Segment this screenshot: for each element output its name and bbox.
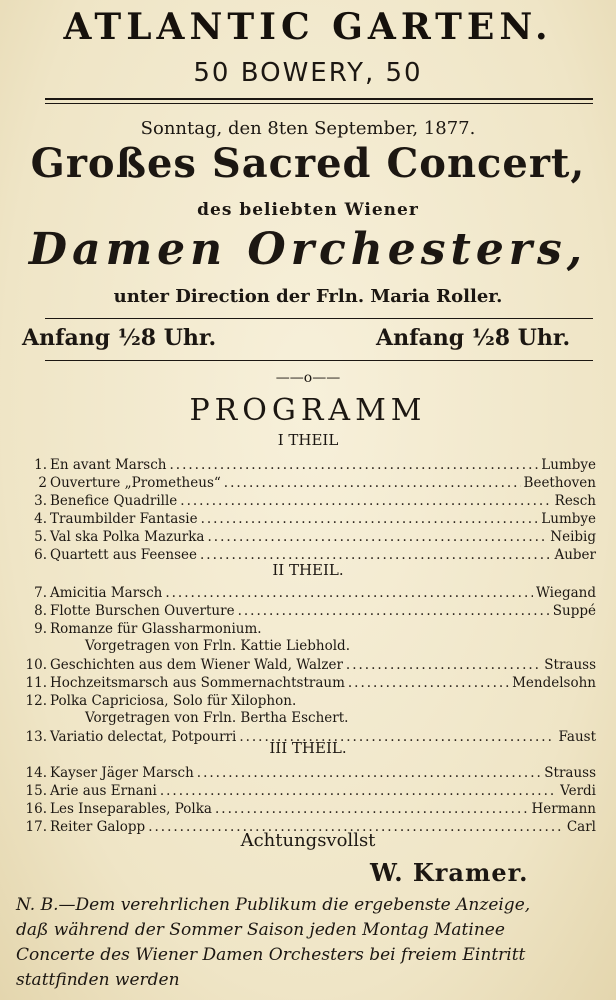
- section-heading-2: II THEIL.: [272, 561, 344, 579]
- row-leader: [238, 602, 550, 620]
- row-composer: Faust: [558, 729, 596, 745]
- row-number: 17.: [25, 819, 47, 835]
- nb-line: Concerte des Wiener Damen Orchesters bei freiem Eintritt: [16, 945, 526, 965]
- row-composer: Mendelsohn: [512, 675, 596, 691]
- anfang-right: Anfang ½8 Uhr.: [376, 325, 571, 351]
- row-leader: [346, 656, 541, 674]
- row-leader: [201, 510, 539, 528]
- row-leader: [169, 456, 538, 474]
- row-piece: En avant Marsch: [50, 457, 167, 473]
- row-piece: Traumbilder Fantasie: [50, 511, 198, 527]
- program-row: [20, 510, 596, 528]
- row-piece: Hochzeitsmarsch aus Sommernachtstraum: [50, 675, 345, 691]
- programm-title: PROGRAMM: [189, 393, 427, 428]
- nb-line: stattfinden werden: [16, 970, 180, 990]
- row-number: 2: [38, 475, 47, 491]
- row-number: 3.: [34, 493, 47, 509]
- top-double-rule-1: [45, 98, 593, 100]
- row-number: 16.: [25, 801, 47, 817]
- row-leader: [224, 474, 521, 492]
- program-row: [20, 692, 596, 710]
- row-composer: Carl: [566, 819, 596, 835]
- performer-note: Vorgetragen von Frln. Kattie Liebhold.: [85, 638, 350, 654]
- row-piece: Arie aus Ernani: [50, 783, 157, 799]
- row-piece: Polka Capriciosa, Solo für Xilophon.: [50, 693, 297, 709]
- section-heading-3: III THEIL.: [269, 739, 347, 757]
- program-row: [20, 782, 596, 800]
- row-piece: Quartett aus Feensee: [50, 547, 197, 563]
- concert-heading: Großes Sacred Concert,: [30, 140, 586, 187]
- row-composer: Resch: [554, 493, 596, 509]
- row-composer: Wiegand: [536, 585, 596, 601]
- row-composer: Beethoven: [523, 475, 596, 491]
- direction-line: unter Direction der Frln. Maria Roller.: [113, 286, 503, 307]
- program-row: [20, 602, 596, 620]
- row-composer: Hermann: [531, 801, 596, 817]
- row-leader: [197, 764, 541, 782]
- program-row: [20, 656, 596, 674]
- program-row: [20, 674, 596, 692]
- row-composer: Lumbye: [541, 457, 596, 473]
- row-composer: Verdi: [560, 783, 596, 799]
- row-composer: Strauss: [544, 657, 596, 673]
- program-row: [20, 492, 596, 510]
- row-number: 9.: [34, 621, 47, 637]
- row-piece: Benefice Quadrille: [50, 493, 178, 509]
- row-composer: Auber: [554, 547, 596, 563]
- row-piece: Les Inseparables, Polka: [50, 801, 212, 817]
- row-number: 7.: [34, 585, 47, 601]
- row-piece: Amicitia Marsch: [50, 585, 163, 601]
- row-leader: [160, 782, 557, 800]
- signature: W. Kramer.: [370, 858, 529, 887]
- nb-line: N. B.—Dem verehrlichen Publikum die ergebenste Anzeige,: [16, 895, 531, 915]
- program-row: [20, 764, 596, 782]
- row-piece: Geschichten aus dem Wiener Wald, Walzer: [50, 657, 343, 673]
- row-number: 5.: [34, 529, 47, 545]
- row-leader: [348, 674, 509, 692]
- row-leader: [180, 492, 551, 510]
- orchestra-name: Damen Orchesters,: [28, 224, 588, 275]
- row-composer: Suppé: [552, 603, 596, 619]
- program-row: [20, 528, 596, 546]
- section-heading-1: I THEIL: [277, 431, 339, 449]
- row-leader: [207, 528, 547, 546]
- row-piece: Kayser Jäger Marsch: [50, 765, 194, 781]
- performer-note: Vorgetragen von Frln. Bertha Eschert.: [85, 710, 349, 726]
- row-number: 13.: [25, 729, 47, 745]
- row-piece: Val ska Polka Mazurka: [50, 529, 205, 545]
- row-piece: Ouverture „Prometheus“: [50, 475, 221, 491]
- row-number: 11.: [25, 675, 47, 691]
- venue-title: ATLANTIC GARTEN.: [63, 6, 553, 48]
- venue-address: 50 BOWERY, 50: [193, 58, 423, 88]
- row-number: 4.: [34, 511, 47, 527]
- row-number: 10.: [25, 657, 47, 673]
- row-number: 1.: [34, 457, 47, 473]
- row-piece: Variatio delectat, Potpourri: [50, 729, 237, 745]
- top-double-rule-2: [45, 103, 593, 104]
- row-composer: Strauss: [544, 765, 596, 781]
- nb-line: daß während der Sommer Saison jeden Montag Matinee: [16, 920, 505, 940]
- row-number: 15.: [25, 783, 47, 799]
- row-number: 14.: [25, 765, 47, 781]
- row-piece: Reiter Galopp: [50, 819, 146, 835]
- beliebten-line: des beliebten Wiener: [197, 200, 419, 220]
- program-row: [20, 584, 596, 602]
- program-row: [20, 456, 596, 474]
- row-number: 6.: [34, 547, 47, 563]
- row-number: 12.: [25, 693, 47, 709]
- row-number: 8.: [34, 603, 47, 619]
- row-leader: [165, 584, 533, 602]
- row-leader: [215, 800, 529, 818]
- anfang-left: Anfang ½8 Uhr.: [22, 325, 217, 351]
- program-row: [20, 474, 596, 492]
- row-piece: Flotte Burschen Ouverture: [50, 603, 235, 619]
- anfang-rule-top: [45, 318, 593, 319]
- anfang-rule-bottom: [45, 360, 593, 361]
- row-piece: Romanze für Glassharmonium.: [50, 621, 262, 637]
- program-row: [20, 620, 596, 638]
- closing-greeting: Achtungsvollst: [240, 830, 376, 851]
- program-row: [20, 800, 596, 818]
- row-composer: Neibig: [550, 529, 596, 545]
- ornament-divider: ——o——: [275, 370, 341, 386]
- concert-date: Sonntag, den 8ten September, 1877.: [140, 118, 476, 139]
- row-composer: Lumbye: [541, 511, 596, 527]
